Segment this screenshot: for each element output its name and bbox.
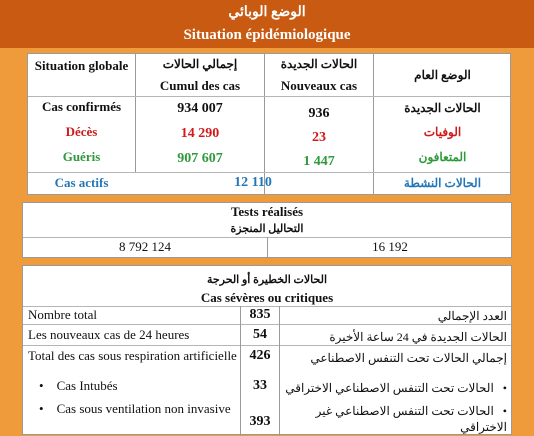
page-header xyxy=(0,0,534,48)
row-deces-nouveaux: 23 xyxy=(312,130,326,145)
severe-total-label-fr: Nombre total xyxy=(28,307,97,322)
severe-intubes-label-fr: Cas Intubés xyxy=(56,378,118,393)
tests-title-fr: Tests réalisés xyxy=(230,204,304,219)
row-actifs-cumul: 12 110 xyxy=(234,175,272,190)
header-nouveaux-fr: Nouveaux cas xyxy=(280,78,358,93)
severe-vni-label-ar: الحالات تحت التنفس الاصطناعي غير الاختراقي xyxy=(315,404,507,434)
row-gueris-cumul: 907 607 xyxy=(177,151,223,166)
row-deces-label-ar: الوفيات xyxy=(423,125,462,139)
severe-total-label-ar: العدد الإجمالي xyxy=(437,309,507,323)
severe-intubes-label-ar-item xyxy=(285,380,507,396)
row-gueris-label-ar: المتعافون xyxy=(418,150,467,164)
row-confirmes-cumul: 934 007 xyxy=(177,101,223,116)
severe-total-value: 835 xyxy=(249,307,271,322)
row-actifs-label-ar: الحالات النشطة xyxy=(403,176,482,190)
header-cumul-fr: Cumul des cas xyxy=(159,78,241,93)
severe-title-ar: الحالات الخطيرة أو الحرجة xyxy=(206,274,328,286)
row-confirmes-label-ar: الحالات الجديدة xyxy=(404,101,481,115)
severe-resp-label-fr: Total des cas sous respiration artificielle xyxy=(28,348,237,363)
header-situation-fr: Situation globale xyxy=(34,58,129,73)
row-deces-cumul: 14 290 xyxy=(180,126,220,141)
bullet-icon: • xyxy=(39,401,57,416)
tests-cumul: 8 792 124 xyxy=(119,239,171,254)
severe-vni-label-fr: Cas sous ventilation non invasive xyxy=(56,401,231,416)
header-title-fr: Situation épidémiologique xyxy=(183,27,351,43)
header-situation-ar: الوضع العام xyxy=(414,68,471,82)
severe-resp-value: 426 xyxy=(249,348,271,363)
severe-intubes-value: 33 xyxy=(253,378,267,393)
header-nouveaux-ar: الحالات الجديدة xyxy=(280,57,358,71)
tests-nouveaux: 16 192 xyxy=(372,239,408,254)
row-confirmes-nouveaux: 936 xyxy=(308,106,330,121)
row-actifs-label-fr: Cas actifs xyxy=(54,175,109,190)
bullet-icon: • xyxy=(39,378,57,393)
severe-new-label-fr: Les nouveaux cas de 24 heures xyxy=(28,327,190,342)
severe-intubes-label-ar: الحالات تحت التنفس الاصطناعي الاختراقي xyxy=(285,381,494,395)
severe-vni-value: 393 xyxy=(249,414,271,429)
tests-title-ar: التحاليل المنجزة xyxy=(230,223,304,235)
severe-new-label-ar: الحالات الجديدة في 24 ساعة الأخيرة xyxy=(329,330,507,344)
row-gueris-label-fr: Guéris xyxy=(62,149,101,164)
header-cumul-ar: إجمالي الحالات xyxy=(162,57,238,71)
severe-title-fr: Cas sévères ou critiques xyxy=(200,290,334,305)
severe-new-value: 54 xyxy=(253,327,267,342)
severe-vni-label-ar-item xyxy=(285,403,507,435)
bullet-icon: • xyxy=(493,404,507,418)
summary-table xyxy=(27,53,511,195)
severe-vni-item xyxy=(39,401,239,417)
bullet-icon: • xyxy=(493,381,507,395)
row-gueris-nouveaux: 1 447 xyxy=(303,154,335,169)
severe-intubes-item xyxy=(39,378,239,394)
header-title-ar: الوضع الوبائي xyxy=(228,5,306,20)
row-deces-label-fr: Décès xyxy=(65,124,98,139)
tests-panel xyxy=(22,202,512,258)
severe-resp-label-ar: إجمالي الحالات تحت التنفس الاصطناعي xyxy=(310,351,507,365)
row-confirmes-label-fr: Cas confirmés xyxy=(41,99,122,114)
severe-cases-panel xyxy=(22,265,512,435)
